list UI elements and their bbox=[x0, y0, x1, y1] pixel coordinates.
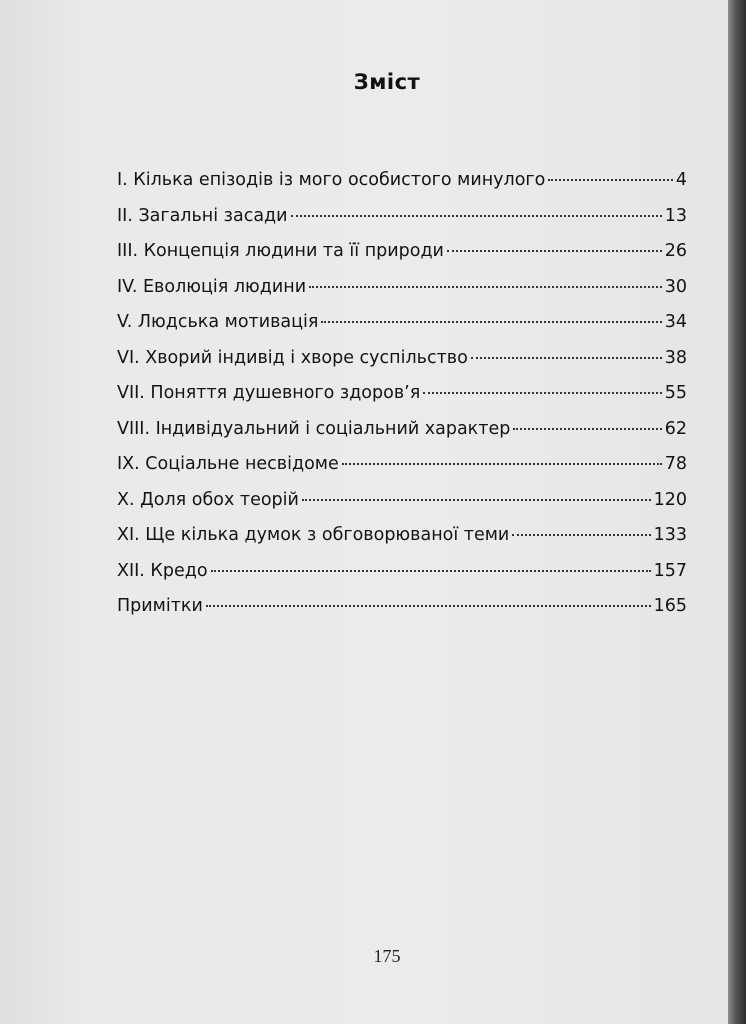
toc-entry-label: VII. Поняття душевного здоров’я bbox=[117, 383, 421, 403]
dot-leader bbox=[321, 321, 661, 323]
toc-entry-12 bbox=[117, 561, 687, 597]
toc-entry-9 bbox=[117, 454, 687, 490]
toc-entry-label: I. Кілька епізодів із мого особистого минулого bbox=[117, 170, 546, 190]
toc-entry-page: 4 bbox=[675, 170, 687, 190]
toc-entry-label: II. Загальні засади bbox=[117, 205, 288, 226]
toc-entry-label: X. Доля обох теорій bbox=[117, 489, 299, 510]
toc-entry-11 bbox=[117, 525, 687, 561]
toc-entry-8 bbox=[117, 419, 687, 455]
toc-entry-3 bbox=[117, 241, 687, 277]
toc-entry-page: 30 bbox=[664, 276, 687, 297]
toc-entry-label: VI. Хворий індивід і хворе суспільство bbox=[117, 347, 468, 368]
toc-entry-label: XII. Кредо bbox=[117, 560, 208, 581]
table-of-contents bbox=[117, 170, 687, 632]
toc-entry-label: Примітки bbox=[117, 596, 203, 616]
dot-leader bbox=[513, 428, 661, 430]
toc-entry-13 bbox=[117, 596, 687, 632]
contents-title: Зміст bbox=[353, 70, 421, 94]
toc-entry-7 bbox=[117, 383, 687, 419]
page-number: 175 bbox=[373, 946, 401, 966]
toc-entry-page: 13 bbox=[664, 205, 687, 226]
dot-leader bbox=[291, 215, 662, 217]
dot-leader bbox=[206, 605, 651, 607]
dot-leader bbox=[447, 250, 662, 252]
toc-entry-page: 38 bbox=[664, 347, 687, 368]
toc-entry-1 bbox=[117, 170, 687, 206]
toc-entry-5 bbox=[117, 312, 687, 348]
toc-entry-label: IX. Соціальне несвідоме bbox=[117, 454, 339, 474]
toc-entry-label: XI. Ще кілька думок з обговорюваної теми bbox=[117, 525, 510, 545]
toc-entry-4 bbox=[117, 277, 687, 313]
dot-leader bbox=[471, 357, 662, 359]
dot-leader bbox=[548, 179, 673, 181]
dot-leader bbox=[302, 499, 651, 501]
dot-leader bbox=[423, 392, 661, 394]
toc-entry-page: 62 bbox=[664, 418, 687, 439]
toc-entry-page: 55 bbox=[664, 383, 687, 403]
page-edge-shadow bbox=[728, 0, 746, 1024]
toc-entry-2 bbox=[117, 206, 687, 242]
dot-leader bbox=[512, 534, 650, 536]
toc-entry-label: III. Концепція людини та її природи bbox=[117, 241, 444, 261]
toc-entry-label: V. Людська мотивація bbox=[117, 312, 319, 332]
toc-entry-page: 133 bbox=[653, 525, 687, 545]
toc-entry-page: 165 bbox=[653, 596, 687, 616]
toc-entry-page: 26 bbox=[664, 241, 687, 261]
toc-entry-page: 78 bbox=[664, 454, 687, 474]
toc-entry-page: 34 bbox=[664, 312, 687, 332]
toc-entry-label: VIII. Індивідуальний і соціальний характер bbox=[117, 418, 511, 439]
toc-entry-page: 120 bbox=[653, 489, 687, 510]
dot-leader bbox=[309, 286, 662, 288]
toc-entry-label: IV. Еволюція людини bbox=[117, 276, 307, 297]
toc-entry-6 bbox=[117, 348, 687, 384]
toc-entry-page: 157 bbox=[653, 560, 687, 581]
dot-leader bbox=[211, 570, 651, 572]
toc-entry-10 bbox=[117, 490, 687, 526]
dot-leader bbox=[342, 463, 662, 465]
